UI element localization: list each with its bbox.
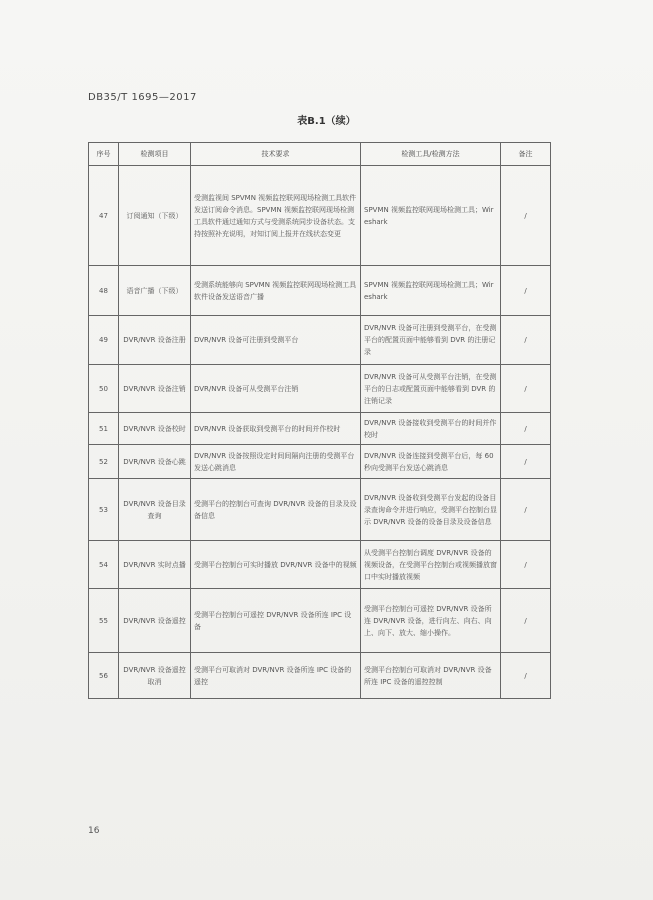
row-no: 47 <box>89 166 119 266</box>
header-item: 检测项目 <box>119 143 191 166</box>
header-requirement: 技术要求 <box>191 143 361 166</box>
standard-code: DB35/T 1695—2017 <box>88 92 197 103</box>
row-note: / <box>501 365 551 413</box>
row-no: 52 <box>89 445 119 479</box>
row-tool: DVR/NVR 设备收到受测平台发起的设备目录查询命令并进行响应，受测平台控制台显示 DVR/NVR 设备的设备目录及设备信息 <box>361 479 501 541</box>
row-item: DVR/NVR 实时点播 <box>119 541 191 589</box>
row-note: / <box>501 589 551 653</box>
row-note: / <box>501 653 551 699</box>
row-tool: 受测平台控制台可取消对 DVR/NVR 设备所连 IPC 设备的遥控控制 <box>361 653 501 699</box>
table-row <box>89 589 551 653</box>
row-tool: DVR/NVR 设备连接到受测平台后，每 60 秒向受测平台发送心跳消息 <box>361 445 501 479</box>
row-no: 49 <box>89 316 119 365</box>
row-no: 50 <box>89 365 119 413</box>
row-tool: SPVMN 视频监控联网现场检测工具；Wireshark <box>361 266 501 316</box>
row-tool: DVR/NVR 设备接收到受测平台的时间并作校时 <box>361 413 501 445</box>
row-requirement: 受测平台的控制台可查询 DVR/NVR 设备的目录及设备信息 <box>191 479 361 541</box>
row-note: / <box>501 266 551 316</box>
row-requirement: 受测监视间 SPVMN 视频监控联网现场检测工具软件发送订阅命令消息。SPVMN 视频监控联网现场检测工具软件通过通知方式与受测系统同步设备状态。支持按照补充说明，对知订阅上报并在线状态变更 <box>191 166 361 266</box>
row-note: / <box>501 413 551 445</box>
row-note: / <box>501 316 551 365</box>
row-no: 53 <box>89 479 119 541</box>
row-no: 48 <box>89 266 119 316</box>
table-row <box>89 479 551 541</box>
table-caption: 表B.1（续） <box>297 116 356 127</box>
spec-table <box>88 142 551 699</box>
table-row <box>89 445 551 479</box>
row-note: / <box>501 541 551 589</box>
table-row <box>89 413 551 445</box>
row-tool: SPVMN 视频监控联网现场检测工具；Wireshark <box>361 166 501 266</box>
row-requirement: 受测系统能够向 SPVMN 视频监控联网现场检测工具软件设备发送语音广播 <box>191 266 361 316</box>
row-item: DVR/NVR 设备心跳 <box>119 445 191 479</box>
row-item: DVR/NVR 设备注册 <box>119 316 191 365</box>
page-number: 16 <box>88 826 100 836</box>
row-item: DVR/NVR 设备校时 <box>119 413 191 445</box>
table-row <box>89 316 551 365</box>
row-item: DVR/NVR 设备遥控 <box>119 589 191 653</box>
row-requirement: DVR/NVR 设备可注册到受测平台 <box>191 316 361 365</box>
row-requirement: 受测平台控制台可实时播放 DVR/NVR 设备中的视频 <box>191 541 361 589</box>
row-requirement: 受测平台可取消对 DVR/NVR 设备所连 IPC 设备的遥控 <box>191 653 361 699</box>
row-tool: DVR/NVR 设备可注册到受测平台，在受测平台的配置页面中能够看到 DVR 的注册记录 <box>361 316 501 365</box>
row-note: / <box>501 479 551 541</box>
header-tool-method: 检测工具/检测方法 <box>361 143 501 166</box>
row-item: DVR/NVR 设备目录查询 <box>119 479 191 541</box>
row-requirement: DVR/NVR 设备可从受测平台注销 <box>191 365 361 413</box>
table-row <box>89 266 551 316</box>
table-row <box>89 365 551 413</box>
row-tool: 从受测平台控制台调度 DVR/NVR 设备的视频设备，在受测平台控制台或视频播放窗口中实时播放视频 <box>361 541 501 589</box>
row-note: / <box>501 445 551 479</box>
table-row <box>89 166 551 266</box>
row-no: 55 <box>89 589 119 653</box>
row-tool: 受测平台控制台可遥控 DVR/NVR 设备所连 DVR/NVR 设备，进行向左、向右、向上、向下、放大、缩小操作。 <box>361 589 501 653</box>
row-no: 56 <box>89 653 119 699</box>
row-note: / <box>501 166 551 266</box>
row-tool: DVR/NVR 设备可从受测平台注销，在受测平台的日志或配置页面中能够看到 DVR 的注销记录 <box>361 365 501 413</box>
row-requirement: 受测平台控制台可遥控 DVR/NVR 设备所连 IPC 设备 <box>191 589 361 653</box>
row-no: 54 <box>89 541 119 589</box>
row-item: DVR/NVR 设备注销 <box>119 365 191 413</box>
header-note: 备注 <box>501 143 551 166</box>
table-header-row <box>89 143 551 166</box>
header-no: 序号 <box>89 143 119 166</box>
row-no: 51 <box>89 413 119 445</box>
table-row <box>89 653 551 699</box>
row-requirement: DVR/NVR 设备按照设定时间间隔向注册的受测平台发送心跳消息 <box>191 445 361 479</box>
table-row <box>89 541 551 589</box>
row-item: 语音广播（下级） <box>119 266 191 316</box>
row-item: DVR/NVR 设备遥控取消 <box>119 653 191 699</box>
row-requirement: DVR/NVR 设备获取到受测平台的时间并作校时 <box>191 413 361 445</box>
row-item: 订阅通知（下级） <box>119 166 191 266</box>
